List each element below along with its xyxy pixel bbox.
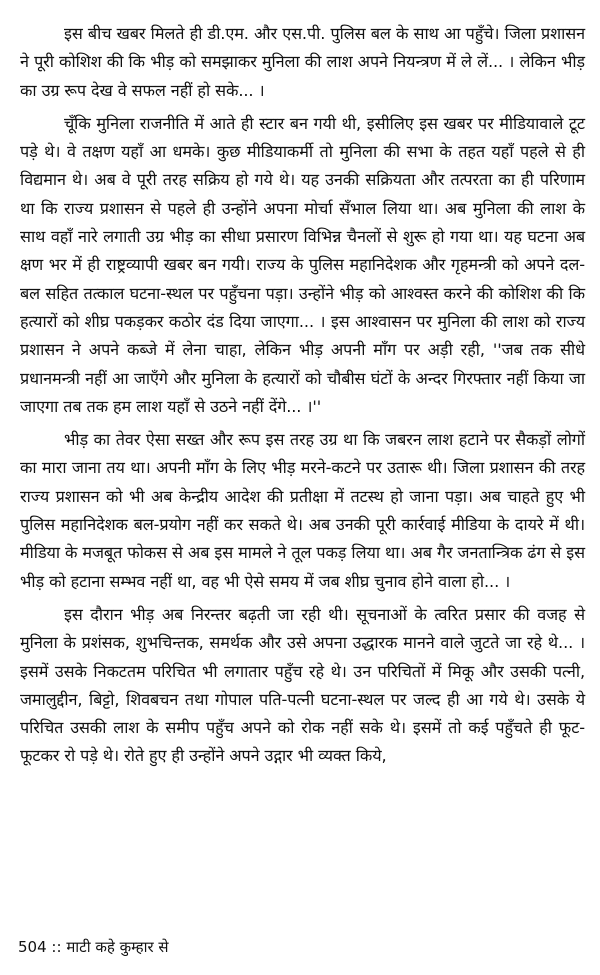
page-number: 504	[18, 938, 47, 956]
paragraph: इस बीच खबर मिलते ही डी.एम. और एस.पी. पुलिस बल के साथ आ पहुँचे। जिला प्रशासन ने पूरी कोशिश की कि भीड़ को समझाकर मुनिला की लाश अपने नियन्त्रण में ले लें... । लेकिन भीड़ का उग्र रूप देख वे सफल नहीं हो सके... ।	[20, 24, 585, 100]
paragraph: भीड़ का तेवर ऐसा सख्त और रूप इस तरह उग्र था कि जबरन लाश हटाने पर सैकड़ों लोगों का मारा जाना तय था। अपनी माँग के लिए भीड़ मरने-कटने पर उतारू थी। जिला प्रशासन की तरह राज्य प्रशासन को भी अब केन्द्रीय आदेश की प्रतीक्षा में तटस्थ हो जाना पड़ा। अब चाहते हुए भी पुलिस महानिदेशक बल-प्रयोग नहीं कर सकते थे। अब उनकी पूरी कार्रवाई मीडिया के दायरे में थी। मीडिया के मजबूत फोकस से अब इस मामले ने तूल पकड़ लिया था। अब गैर जनतान्त्रिक ढंग से इस भीड़ को हटाना सम्भव नहीं था, वह भी ऐसे समय में जब शीघ्र चुनाव होने वाला हो... ।	[20, 430, 585, 591]
page-footer	[18, 937, 169, 957]
body-text	[20, 20, 585, 776]
footer-separator: ::	[51, 938, 62, 956]
book-title: माटी कहे कुम्हार से	[66, 938, 169, 956]
paragraph: चूँकि मुनिला राजनीति में आते ही स्टार बन गयी थी, इसीलिए इस खबर पर मीडियावाले टूट पड़े थे। वे तक्षण यहाँ आ धमके। कुछ मीडियाकर्मी तो मुनिला की सभा के तहत यहाँ पहले से ही विद्यमान थे। अब वे पूरी तरह सक्रिय हो गये थे। यह उनकी सक्रियता और तत्परता का ही परिणाम था कि राज्य प्रशासन से पहले ही उन्होंने अपना मोर्चा सँभाल लिया था। अब मुनिला की लाश के साथ वहाँ नारे लगाती उग्र भीड़ का सीधा प्रसारण विभिन्न चैनलों से शुरू हो गया था। यह घटना अब क्षण भर में ही राष्ट्रव्यापी खबर बन गयी। राज्य के पुलिस महानिदेशक और गृहमन्त्री को अपने दल-बल सहित तत्काल घटना-स्थल पर पहुँचना पड़ा। उन्होंने भीड़ को आश्वस्त करने की कोशिश की कि हत्यारों को शीघ्र पकड़कर कठोर दंड दिया जाएगा... । इस आश्वासन पर मुनिला की लाश को राज्य प्रशासन ने अपने कब्जे में लेना चाहा, लेकिन भीड़ अपनी माँग पर अड़ी रही, ''जब तक सीधे प्रधानमन्त्री नहीं आ जाएँगे और मुनिला के हत्यारों को चौबीस घंटों के अन्दर गिरफ्तार नहीं किया जा जाएगा तब तक हम लाश यहाँ से उठने नहीं देंगे... ।''	[20, 113, 585, 416]
paragraph: इस दौरान भीड़ अब निरन्तर बढ़ती जा रही थी। सूचनाओं के त्वरित प्रसार की वजह से मुनिला के प्रशंसक, शुभचिन्तक, समर्थक और उसे अपना उद्धारक मानने वाले जुटते जा रहे थे... । इसमें उसके निकटतम परिचित भी लगातार पहुँच रहे थे। उन परिचितों में मिकू और उसकी पत्नी, जमालुद्दीन, बिट्टो, शिवबचन तथा गोपाल पति-पत्नी घटना-स्थल पर जल्द ही आ गये थे। उसके ये परिचित उसकी लाश के समीप पहुँच अपने को रोक नहीं सके थे। इसमें तो कई पहुँचते ही फूट-फूटकर रो पड़े थे। रोते हुए ही उन्होंने अपने उद्गार भी व्यक्त किये,	[20, 604, 585, 766]
